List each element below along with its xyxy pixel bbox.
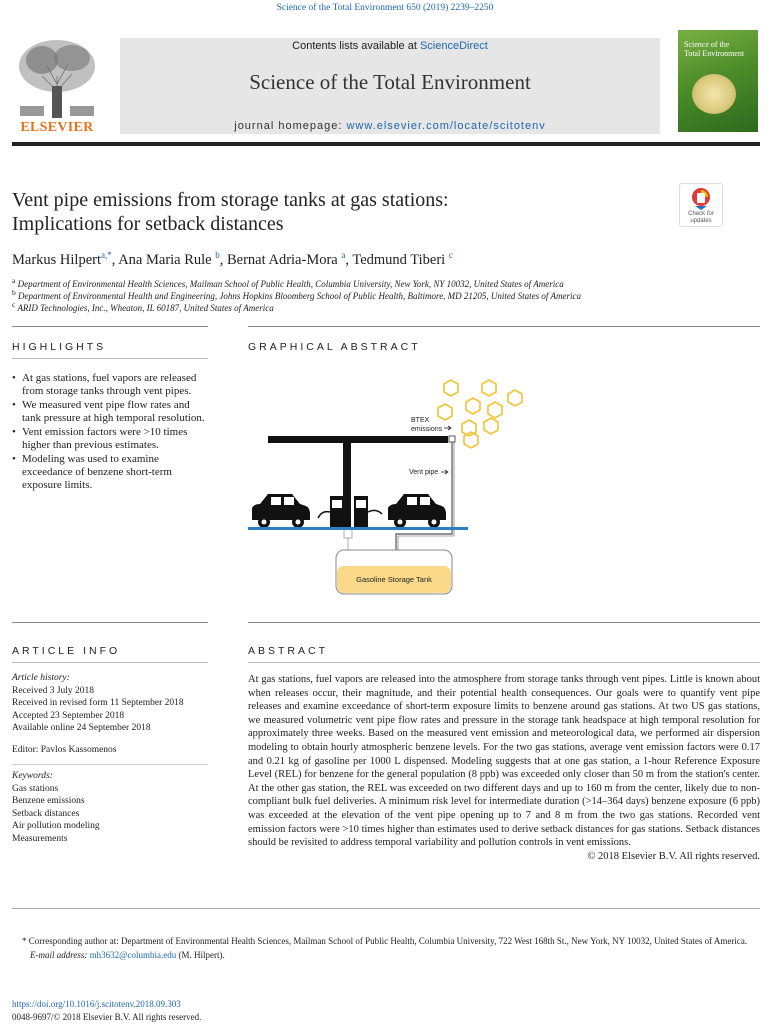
journal-masthead [12, 30, 760, 138]
graphical-abstract-heading: GRAPHICAL ABSTRACT [248, 341, 421, 353]
cover-title-line1: Science of the [684, 40, 730, 49]
affiliation-b: $^b$ Department of Environmental Health and Engineering, Johns Hopkins Bloomberg School of Public Health, Baltimore, MD 21205, United States of America [12, 288, 582, 301]
article-info-heading: ARTICLE INFO [12, 645, 121, 657]
highlight-item: • Vent emission factors were >10 times higher than previous estimates. [12, 426, 208, 452]
elsevier-tree-icon [12, 36, 102, 120]
btex-label-line1: BTEX [411, 417, 430, 424]
hexagon-cluster-icon [438, 380, 522, 448]
abstract-subrule [248, 662, 760, 663]
article-info-rule [12, 622, 208, 623]
author-list [12, 250, 453, 269]
journal-citation-link[interactable]: Science of the Total Environment 650 (2019) 2239–2250 [276, 3, 494, 13]
cover-title [684, 40, 754, 58]
doi-link[interactable]: https://doi.org/10.1016/j.scitotenv.2018.09.303 [12, 999, 181, 1009]
highlight-item: • Modeling was used to examine exceedance of benzene short-term exposure limits. [12, 453, 208, 492]
graphical-abstract-figure[interactable] [248, 372, 548, 602]
title-line2: Implications for setback distances [12, 213, 284, 235]
contents-prefix: Contents lists available at [292, 40, 420, 52]
corresponding-author-text: * Corresponding author at: Department of Environmental Health Sciences, Mailman School of Public Health, Columbia University, 722 West 168th St., New York, NY 10032, United States of America. [22, 936, 748, 946]
abstract-copyright: © 2018 Elsevier B.V. All rights reserved. [587, 850, 760, 862]
highlights-list [12, 372, 208, 493]
keyword-item: Air pollution modeling [12, 821, 100, 831]
journal-homepage [120, 120, 660, 132]
abstract-rule [248, 622, 760, 623]
contents-line [120, 40, 660, 52]
keywords-rule [12, 764, 208, 765]
author-3-affil[interactable]: a [341, 250, 346, 260]
keyword-item: Setback distances [12, 808, 80, 819]
keyword-item: Gas stations [12, 783, 59, 794]
vent-pipe-label: Vent pipe [409, 469, 439, 476]
author-2[interactable]: Ana Maria Rule $^b$, [118, 250, 227, 268]
journal-name: Science of the Total Environment [249, 70, 531, 94]
editor-line: Editor: Pavlos Kassomenos [12, 745, 117, 755]
keyword-item: Measurements [12, 833, 68, 844]
footnote-rule [12, 908, 760, 909]
highlight-item: • At gas stations, fuel vapors are released from storage tanks through vent pipes. [12, 372, 208, 398]
author-4-affil[interactable]: c [448, 250, 453, 260]
author-3[interactable]: Bernat Adria-Mora $^a$, [227, 250, 353, 268]
publisher-name: ELSEVIER [20, 120, 94, 135]
article-title [12, 188, 652, 236]
history-revised: Received in revised form 11 September 2018 [12, 698, 184, 708]
affiliation-c: $^c$ ARID Technologies, Inc., Wheaton, IL 60187, United States of America [12, 300, 274, 313]
title-line1: Vent pipe emissions from storage tanks at gas stations: [12, 189, 449, 211]
journal-info-box [120, 38, 660, 134]
cover-graphic [692, 74, 736, 114]
homepage-prefix: journal homepage: [234, 120, 347, 132]
corresponding-author-note [12, 935, 760, 961]
email-link[interactable]: mh3632@columbia.edu [89, 950, 177, 960]
sciencedirect-link[interactable]: ScienceDirect [419, 40, 488, 52]
homepage-link[interactable]: www.elsevier.com/locate/scitotenv [346, 120, 546, 132]
highlights-rule [12, 326, 208, 327]
keywords-label: Keywords: [12, 771, 53, 781]
email-line [12, 949, 760, 961]
author-4[interactable]: Tedmund Tiberi $^c$ [352, 250, 453, 268]
abstract-paragraph: At gas stations, fuel vapors are released into the atmosphere from storage tanks through vent pipes. Little is known about when releases occur, their magnitude, and their potential health consequences. Our goals were to quantify vent pipe releases and examine exceedance of short-term exposure limits to benzene around gas stations. At two US gas stations, we measured volumetric vent pipe flow rates and pressure in the storage tank headspace at high temporal resolution for approximately three weeks. Based on the measured vent emission and meteorological data, we performed air dispersion modeling to obtain hourly atmospheric benzene levels. For the two gas stations, average vent emission factors were 0.17 and 0.21 kg of gasoline per 1000 L dispensed. Modeling suggests that at one gas station, a 1-hour Reference Exposure Level (REL) for benzene for the general population (8 ppb) was exceeded only closer than 50 m from the station's center. At the other gas station, the REL was exceeded on two different days and up to 160 m from the center, likely due to non-compliant bulk fuel deliveries. A minimum risk level for intermediate duration (>14–364 days) benzene exposure (6 ppb) was exceeded at the elevation of the vent pipe opening up to 7 and 8 m from the two gas stations. Recorded vent emission factors were >10 times higher than estimates used to derive setback distances for gas stations. Setback distances should be revisited to address temporal variability and pollution controls in vent emissions. [248, 674, 760, 849]
history-online: Available online 24 September 2018 [12, 723, 151, 733]
cover-title-line2: Total Environment [684, 49, 745, 58]
abstract-heading: ABSTRACT [248, 645, 329, 657]
abstract-body [248, 673, 760, 863]
btex-label-line2: emissions [411, 426, 443, 433]
author-1[interactable]: Markus Hilpert$^{a,*}$, [12, 250, 119, 268]
author-1-affil[interactable]: a,* [101, 250, 112, 260]
email-suffix: (M. Hilpert). [176, 950, 225, 960]
check-for-updates-icon [690, 187, 712, 211]
keyword-item: Benzene emissions [12, 796, 85, 806]
graphical-abstract-rule [248, 326, 760, 327]
journal-cover-thumbnail[interactable] [678, 30, 758, 132]
tank-label: Gasoline Storage Tank [356, 575, 432, 584]
article-history-label: Article history: [12, 673, 70, 683]
article-history [12, 672, 208, 735]
email-label: E-mail address: [30, 950, 90, 960]
elsevier-logo[interactable] [12, 36, 102, 136]
gas-station-diagram [248, 372, 548, 602]
masthead-divider [12, 142, 760, 146]
highlights-heading: HIGHLIGHTS [12, 341, 107, 353]
issn-copyright-line: 0048-9697/© 2018 Elsevier B.V. All rights reserved. [12, 1012, 202, 1022]
history-accepted: Accepted 23 September 2018 [12, 710, 125, 721]
article-info-subrule [12, 662, 208, 663]
history-received: Received 3 July 2018 [12, 685, 95, 696]
car-left-icon [252, 494, 310, 528]
author-2-affil[interactable]: b [215, 250, 220, 260]
affiliation-a: $^a$ Department of Environmental Health Sciences, Mailman School of Public Health, Columbia University, New York, NY 10032, United States of America [12, 276, 564, 289]
highlight-item: • We measured vent pipe flow rates and tank pressure at high temporal resolution. [12, 399, 208, 425]
highlights-subrule [12, 358, 208, 359]
keywords-block [12, 770, 208, 845]
car-right-icon [388, 494, 446, 528]
check-for-updates-button[interactable] [679, 183, 723, 227]
check-for-updates-label: Check for updates [688, 211, 714, 224]
